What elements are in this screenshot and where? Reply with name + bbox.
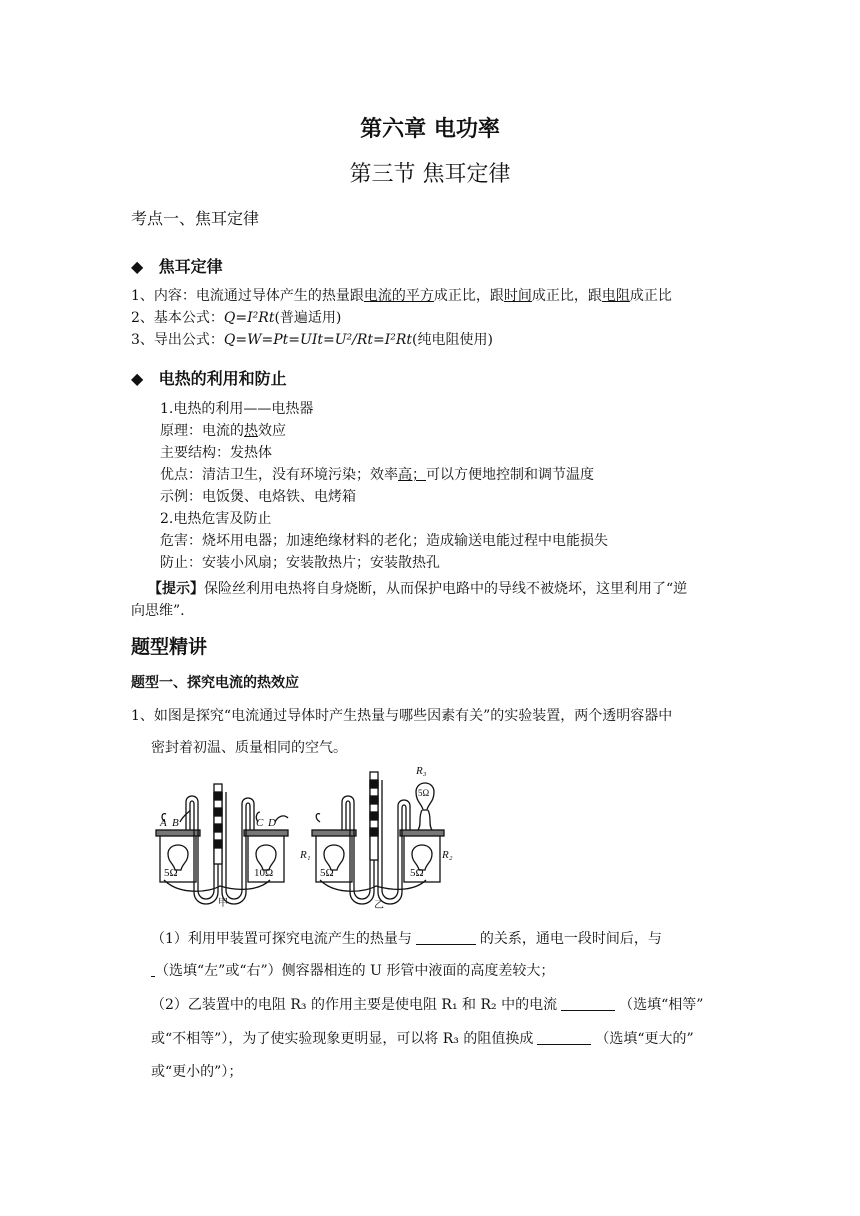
- part2-line-3: 或“更小的”）；: [151, 1064, 243, 1080]
- question-line-1: 1、如图是探究“电流通过导体时产生热量与哪些因素有关”的实验装置，两个透明容器中: [131, 708, 673, 724]
- answer-blank[interactable]: [416, 928, 476, 945]
- tip-text: 保险丝利用电热将自身烧断，从而保护电路中的导线不被烧坏，这里利用了“逆: [204, 581, 688, 597]
- text: 优点：清洁卫生，没有环境污染；效率: [160, 467, 398, 483]
- text: 2、基本公式：: [131, 310, 224, 326]
- answer-blank[interactable]: [561, 994, 615, 1011]
- part1-line-1: [151, 923, 662, 955]
- question-line-2: 密封着初温、质量相同的空气。: [151, 740, 347, 756]
- joule-heading: [131, 254, 223, 277]
- heat-heading: [131, 366, 287, 389]
- underlined-text: 热: [244, 423, 258, 439]
- section-title: 第三节 焦耳定律: [349, 162, 511, 187]
- text: 成正比，跟: [531, 288, 602, 304]
- heat-item: 防止：安装小风扇；安装散热片；安装散热孔: [160, 555, 440, 571]
- caption-jia: 甲: [218, 898, 228, 909]
- resistance-r1: 5Ω: [320, 867, 334, 879]
- underlined-text: 电流的平方: [363, 288, 434, 304]
- text: 的关系，通电一段时间后，与: [479, 931, 662, 947]
- diamond-icon: ◆: [131, 369, 144, 388]
- kaodian-heading: 考点一、焦耳定律: [131, 209, 260, 228]
- text: 效应: [258, 423, 286, 439]
- lead-wire-r1: [316, 814, 320, 822]
- container-lid: [400, 830, 444, 836]
- text: (普遍适用): [274, 310, 342, 326]
- heat-item: 1.电热的利用——电热器: [160, 401, 314, 417]
- heat-item: [160, 420, 608, 442]
- heat-item: 主要结构：发热体: [160, 445, 272, 461]
- text: （2）乙装置中的电阻 R₃ 的作用主要是使电阻 R₁ 和 R₂ 中的电流: [151, 997, 558, 1013]
- resistance-r2: 5Ω: [410, 867, 424, 879]
- heat-item: [160, 464, 608, 486]
- text: (纯电阻使用): [412, 332, 493, 348]
- heat-item: 2.电热危害及防止: [160, 511, 272, 527]
- label-a: A: [160, 817, 167, 829]
- text: 或“不相等”），为了使实验现象更明显，可以将 R₃ 的阻值换成: [151, 1031, 534, 1047]
- joule-line-2: [131, 307, 341, 329]
- underlined-text: 电阻: [601, 288, 630, 304]
- label-c: C: [256, 817, 264, 829]
- label-r2: R₂: [442, 849, 453, 861]
- text: 原理：电流的: [160, 423, 244, 439]
- joule-line-1: [131, 285, 672, 307]
- text: 成正比: [629, 288, 672, 304]
- formula: Q=I²Rt: [223, 310, 275, 326]
- resistance-right: 10Ω: [254, 867, 274, 879]
- label-r1: R₁: [300, 849, 311, 861]
- underlined-text: 高；: [398, 467, 426, 483]
- heat-heading-text: 电热的利用和防止: [158, 369, 287, 388]
- tip-line-1: [148, 578, 687, 600]
- text: 3、导出公式：: [131, 332, 224, 348]
- heat-item: 危害：烧坏用电器；加速绝缘材料的老化；造成输送电能过程中电能损失: [160, 533, 608, 549]
- caption-yi: 乙: [374, 900, 384, 911]
- diamond-icon: ◆: [131, 257, 144, 276]
- label-d: D: [268, 817, 276, 829]
- apparatus-figure: [150, 762, 460, 912]
- part2-line-1: [151, 989, 703, 1021]
- tixing-heading: 题型精讲: [131, 636, 208, 658]
- type1-heading: 题型一、探究电流的热效应: [131, 675, 299, 691]
- resistance-r3: 5Ω: [418, 788, 430, 798]
- underlined-text: 时间: [503, 288, 532, 304]
- text: （选填“更大的”: [595, 1031, 694, 1047]
- lead-wires-r3: [418, 810, 432, 830]
- text: （选填“左”或“右”）侧容器相连的 U 形管中液面的高度差较大；: [155, 963, 555, 979]
- resistance-left: 5Ω: [164, 867, 178, 879]
- label-r3: R₃: [416, 765, 427, 777]
- formula: Q=W=Pt=UIt=U²/Rt=I²Rt: [223, 332, 413, 348]
- part2-line-2: [151, 1023, 694, 1055]
- text: （1）利用甲装置可探究电流产生的热量与: [151, 931, 412, 947]
- container-lid: [244, 830, 288, 836]
- text: 可以方便地控制和调节温度: [426, 467, 594, 483]
- tip-line-2: 向思维”.: [131, 603, 185, 619]
- joule-heading-text: 焦耳定律: [158, 257, 223, 276]
- part1-line-2: [151, 955, 554, 987]
- text: 成正比，跟: [433, 288, 504, 304]
- answer-blank[interactable]: [537, 1028, 591, 1045]
- heat-item: 示例：电饭煲、电烙铁、电烤箱: [160, 489, 356, 505]
- tip-label: 【提示】: [148, 581, 204, 597]
- text: 1、内容：电流通过导体产生的热量跟: [131, 288, 364, 304]
- joule-line-3: [131, 329, 493, 351]
- heat-list: [160, 398, 608, 574]
- text: （选填“相等”: [619, 997, 704, 1013]
- chapter-title: 第六章 电功率: [360, 117, 500, 142]
- label-b: B: [172, 817, 179, 829]
